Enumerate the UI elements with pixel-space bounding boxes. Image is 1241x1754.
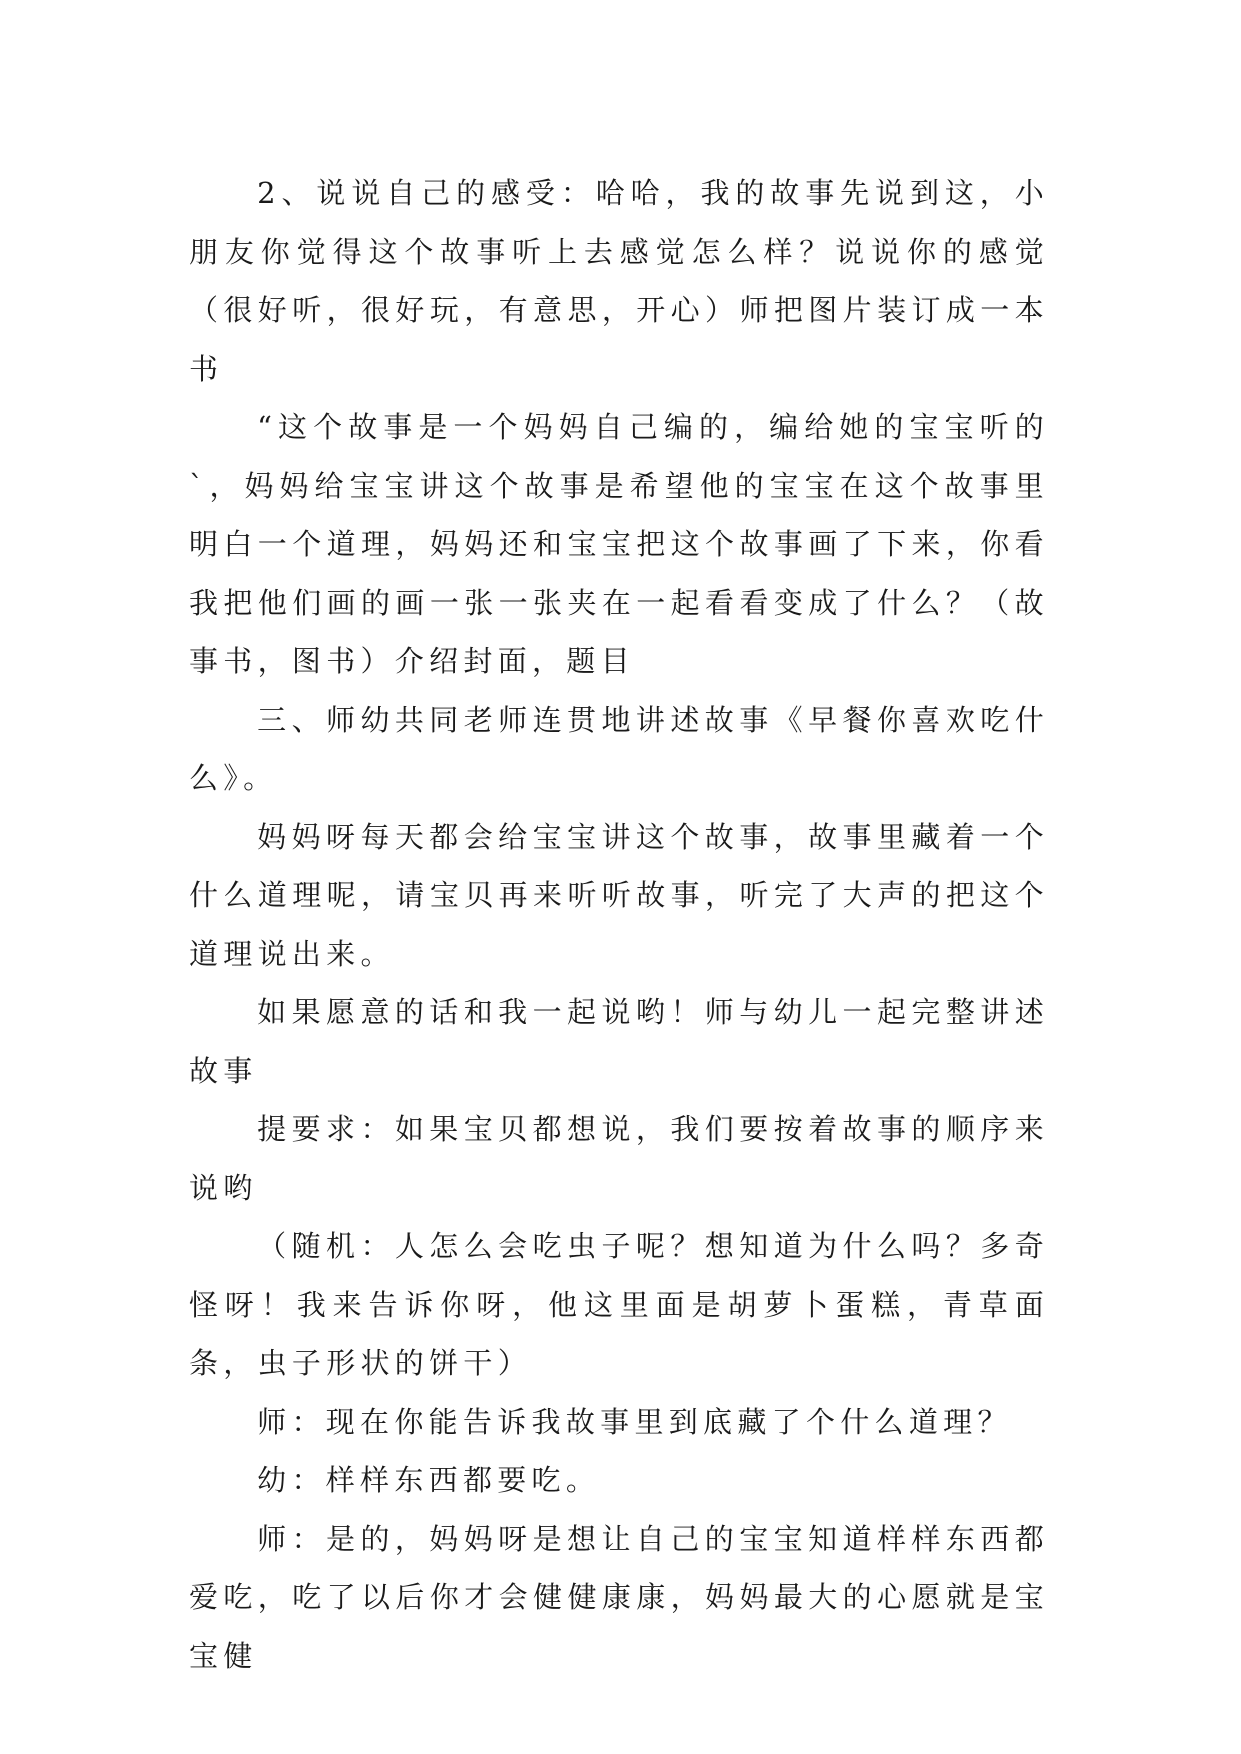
paragraph-teacher-reply: 师：是的，妈妈呀是想让自己的宝宝知道样样东西都爱吃，吃了以后你才会健健康康，妈妈最大的心愿就是宝宝健	[189, 1521, 1049, 1673]
paragraph-child-answer: 幼：样样东西都要吃。	[257, 1463, 601, 1497]
paragraph-random-note: （随机：人怎么会吃虫子呢？想知道为什么吗？多奇怪呀！我来告诉你呀，他这里面是胡萝卜蛋糕，青草面条，虫子形状的饼干）	[189, 1229, 1049, 1380]
paragraph-feelings: 2、说说自己的感受：哈哈，我的故事先说到这，小朋友你觉得这个故事听上去感觉怎么样？说说你的感觉（很好听，很好玩，有意思，开心）师把图片装订成一本书	[189, 176, 1049, 386]
paragraph-requirement: 提要求：如果宝贝都想说，我们要按着故事的顺序来说哟	[189, 1112, 1049, 1205]
paragraph-tell-together: 如果愿意的话和我一起说哟！师与幼儿一起完整讲述故事	[189, 995, 1049, 1088]
paragraph-daily-story: 妈妈呀每天都会给宝宝讲这个故事，故事里藏着一个什么道理呢，请宝贝再来听听故事，听完了大声的把这个道理说出来。	[189, 819, 1049, 971]
paragraph-story-origin: “这个故事是一个妈妈自己编的，编给她的宝宝听的`，妈妈给宝宝讲这个故事是希望他的宝宝在这个故事里明白一个道理，妈妈还和宝宝把这个故事画了下来，你看我把他们画的画一张一张夹在一起看看变成了什么？（故事书，图书）介绍封面，题目	[189, 410, 1049, 678]
body-text	[189, 164, 1049, 1685]
paragraph-section-three: 三、师幼共同老师连贯地讲述故事《早餐你喜欢吃什么》。	[189, 702, 1049, 795]
paragraph-teacher-question: 师：现在你能告诉我故事里到底藏了个什么道理？	[257, 1404, 1012, 1439]
